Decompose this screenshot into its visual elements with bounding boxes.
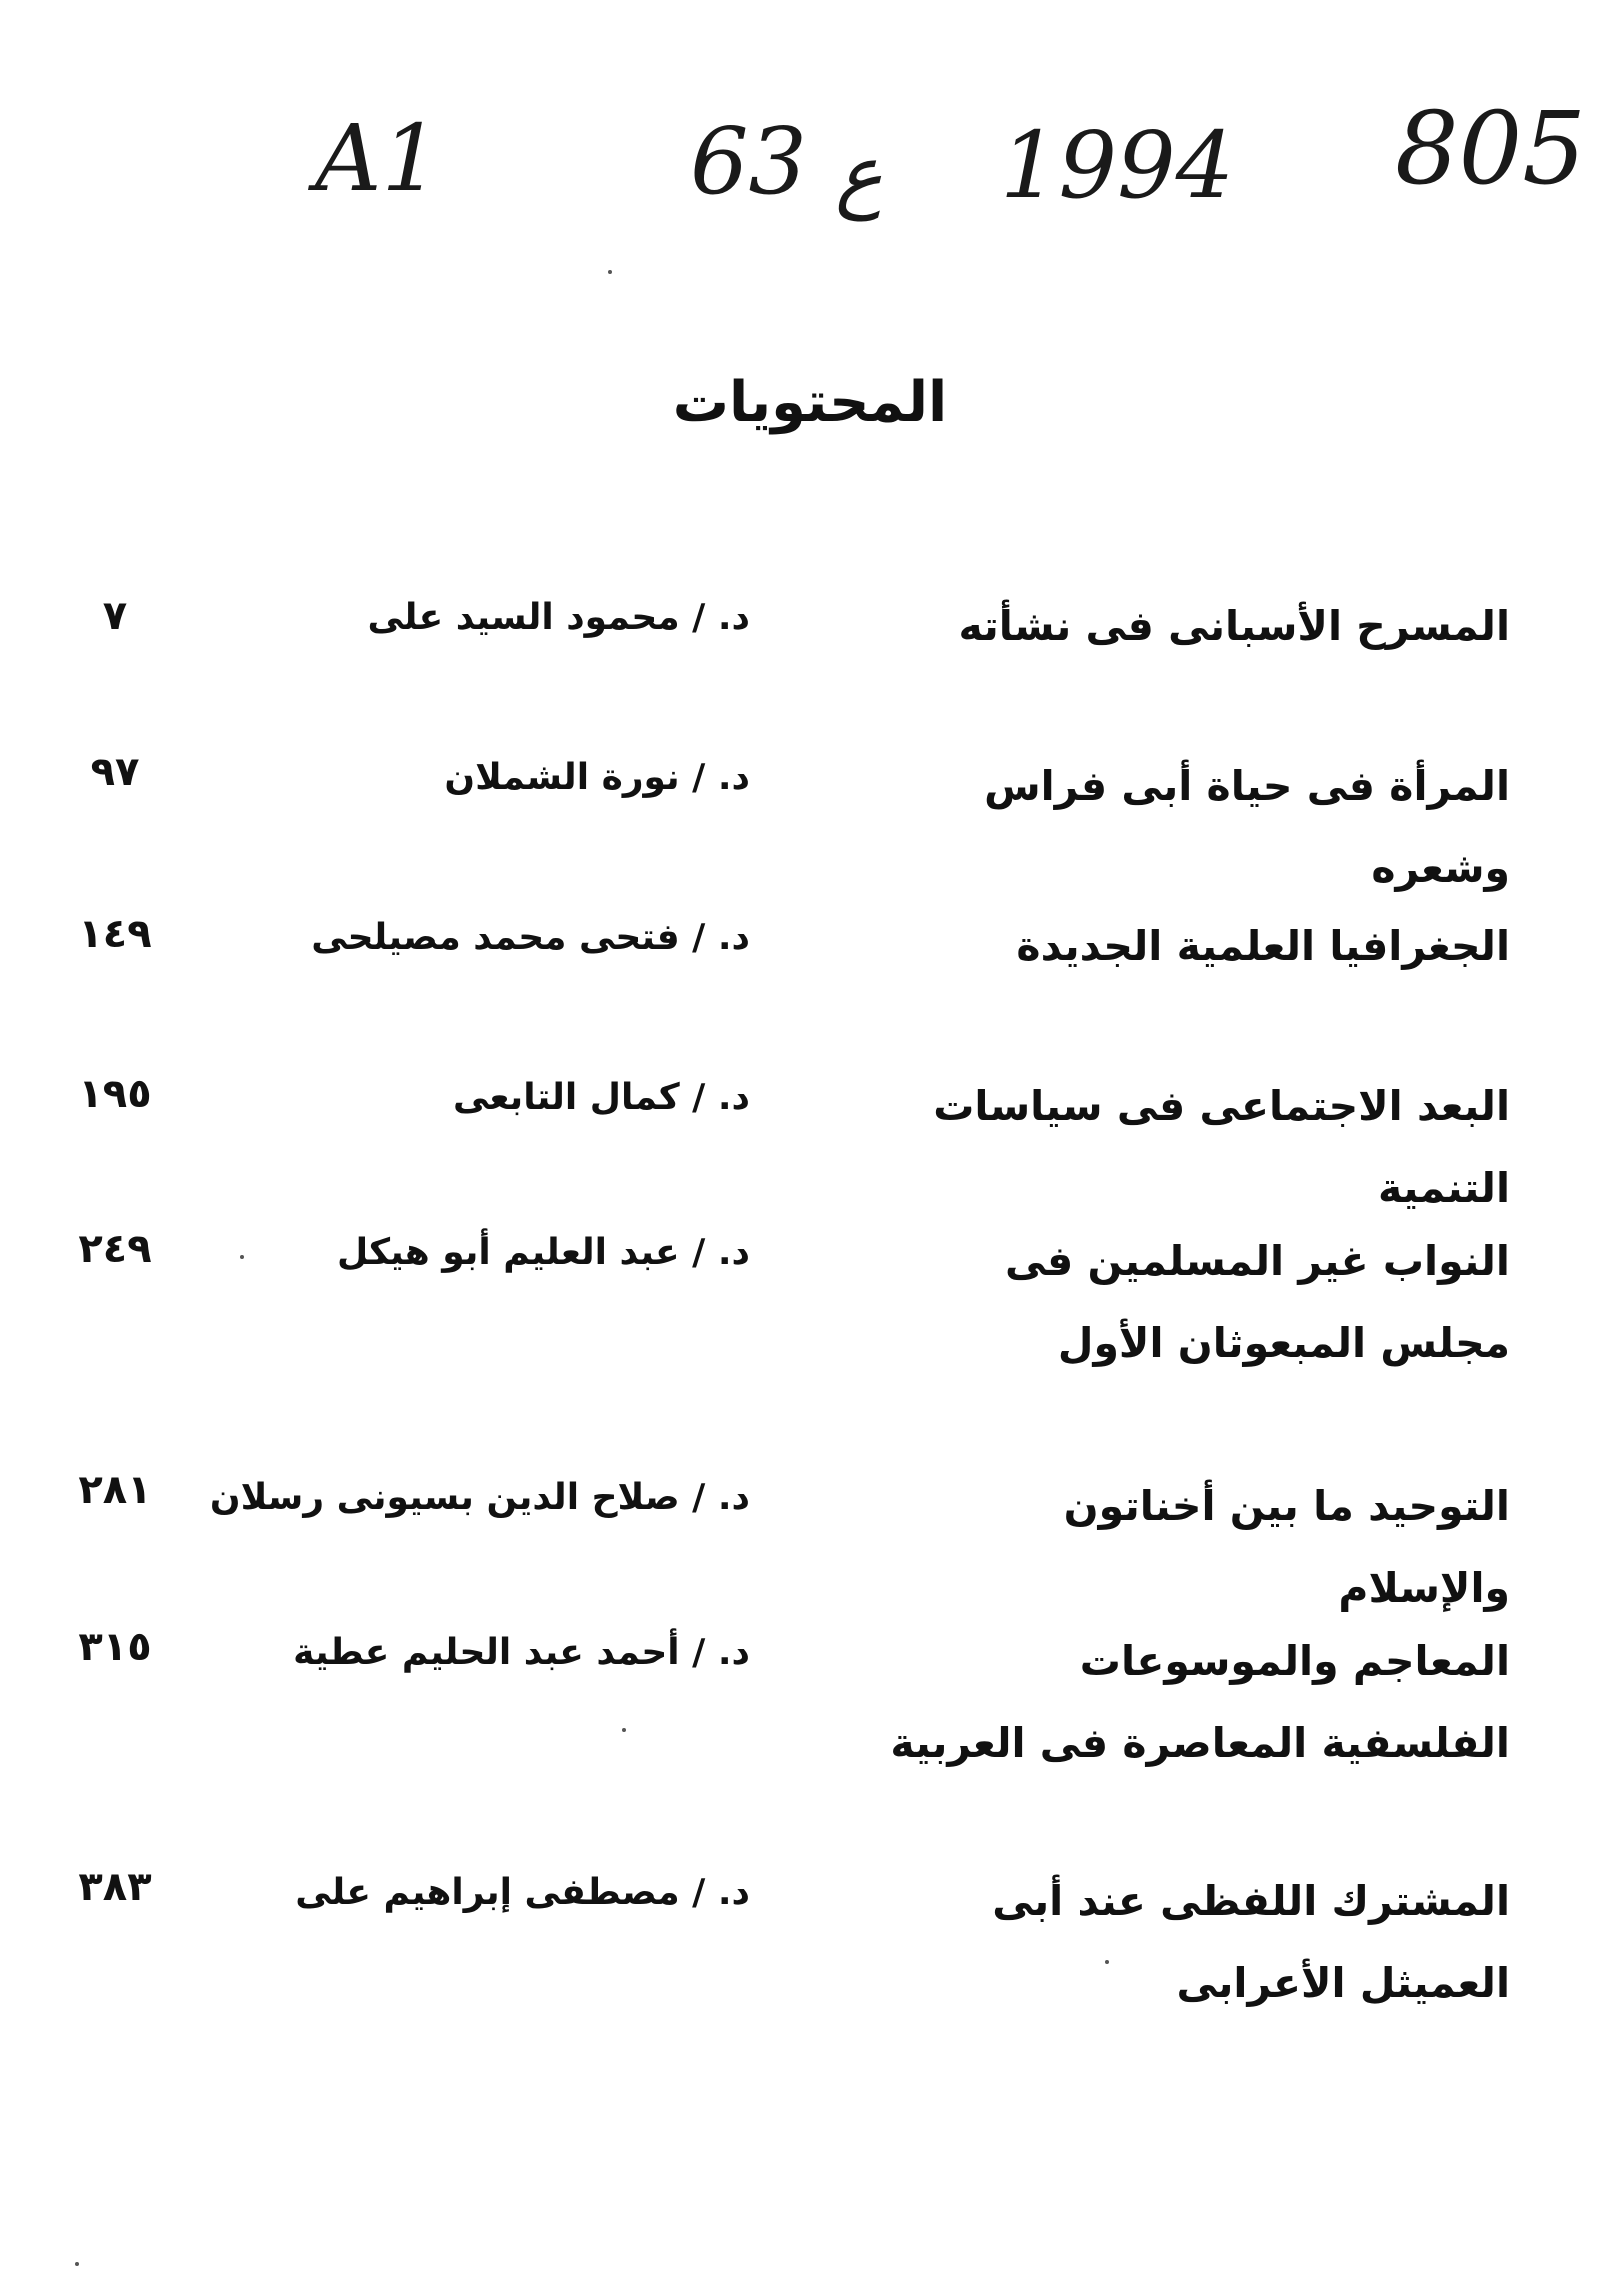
scan-speck (75, 2262, 79, 2266)
entry-page: ١٩٥ (78, 1071, 152, 1117)
entry-title: النواب غير المسلمين فى مجلس المبعوثان الأول (1004, 1237, 1510, 1367)
toc-entry (0, 745, 1622, 892)
entry-author: د. / فتحى محمد مصيلحى (311, 917, 750, 958)
entry-title: الجغرافيا العلمية الجديدة (1016, 922, 1510, 970)
entry-title: المرأة فى حياة أبى فراس وشعره (984, 762, 1510, 892)
scan-speck (608, 270, 612, 274)
entry-page: ٣١٥ (78, 1624, 152, 1670)
entry-page: ٢٨١ (78, 1467, 152, 1513)
toc-entry (0, 1860, 1622, 2007)
entry-author: د. / أحمد عبد الحليم عطية (293, 1632, 750, 1673)
toc-entry (0, 1465, 1622, 1612)
entry-title: المسرح الأسبانى فى نشأته (958, 602, 1510, 650)
entry-title: البعد الاجتماعى فى سياسات التنمية (933, 1082, 1510, 1212)
entry-author: د. / صلاح الدين بسيونى رسلان (209, 1477, 750, 1518)
entry-author: د. / كمال التابعى (452, 1077, 750, 1118)
entry-title: المشترك اللفظى عند أبى العميثل الأعرابى (992, 1877, 1510, 2007)
toc-entry (0, 1620, 1622, 1810)
entry-author: د. / عبد العليم أبو هيكل (337, 1232, 750, 1273)
entry-author: د. / محمود السيد على (367, 597, 750, 638)
page-title: المحتويات (672, 370, 948, 435)
entry-page: ٢٤٩ (78, 1226, 152, 1272)
handwritten-serial: 805 (1395, 90, 1586, 207)
entry-title: التوحيد ما بين أخناتون والإسلام (1063, 1482, 1510, 1612)
entry-title: المعاجم والموسوعات الفلسفية المعاصرة فى العربية (890, 1637, 1510, 1767)
toc-entry (0, 905, 1622, 1025)
entry-author: د. / مصطفى إبراهيم على (295, 1872, 750, 1913)
entry-page: ٣٨٣ (78, 1864, 152, 1910)
handwritten-ref-letter: ع (835, 128, 883, 221)
toc-entry (0, 585, 1622, 705)
toc-entry (0, 1220, 1622, 1410)
handwritten-ref-number: 63 (690, 108, 808, 215)
entry-page: ٧ (102, 593, 128, 639)
scan-speck (622, 1728, 626, 1732)
handwritten-year: 1994 (1000, 112, 1235, 219)
entry-page: ٩٧ (90, 749, 140, 795)
toc-entry (0, 1065, 1622, 1212)
scan-speck (240, 1255, 244, 1259)
handwritten-ref-a: A1 (315, 105, 440, 212)
entry-author: د. / نورة الشملان (444, 757, 750, 798)
scan-speck (1105, 1960, 1109, 1964)
entry-page: ١٤٩ (78, 911, 152, 957)
